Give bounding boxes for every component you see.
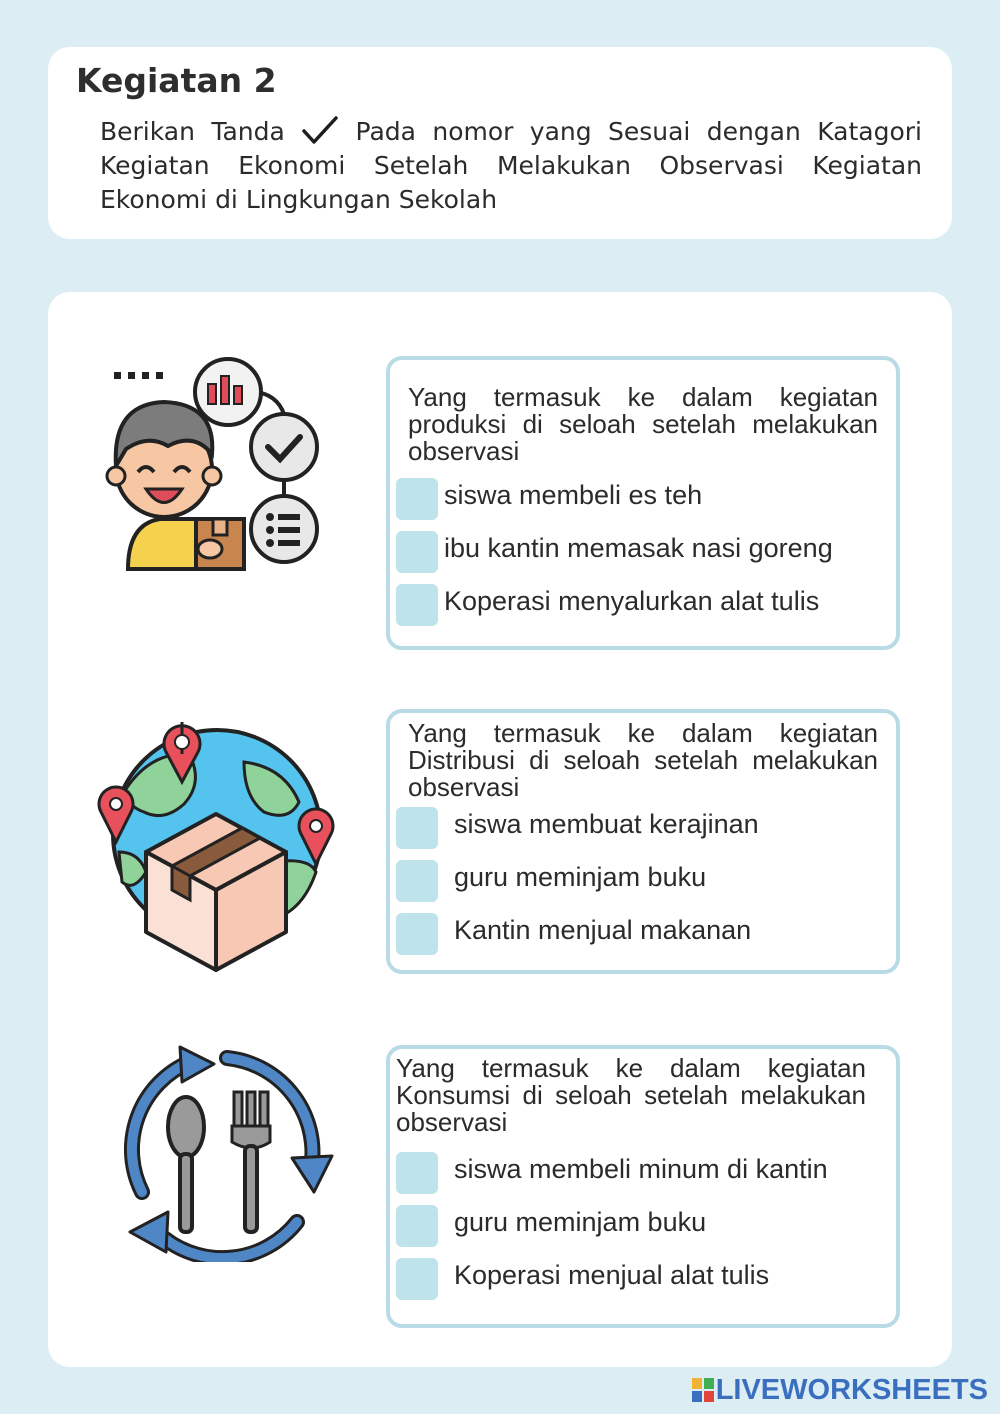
- option-label: siswa membeli minum di kantin: [454, 1154, 828, 1184]
- question-production: Yang termasuk ke dalam kegiatan produksi di seloah setelah melakukan observasi: [408, 382, 878, 466]
- instruction-text: [100, 115, 922, 217]
- answer-checkbox[interactable]: [396, 1152, 438, 1194]
- option-label: guru meminjam buku: [454, 1207, 707, 1237]
- instruction-lead: Berikan Tanda: [100, 117, 285, 146]
- answer-checkbox[interactable]: [396, 478, 438, 520]
- answer-checkbox[interactable]: [396, 1205, 438, 1247]
- answer-checkbox[interactable]: [396, 860, 438, 902]
- main-card: [48, 292, 952, 1367]
- production-worker-icon: [98, 354, 338, 584]
- answer-checkbox[interactable]: [396, 531, 438, 573]
- consumption-cutlery-icon: [102, 1042, 342, 1262]
- answer-checkbox[interactable]: [396, 1258, 438, 1300]
- option-label: Kantin menjual makanan: [454, 915, 752, 945]
- option-label: ibu kantin memasak nasi goreng: [444, 533, 833, 563]
- header-card: [48, 47, 952, 239]
- checkmark-icon: [301, 115, 339, 145]
- answer-checkbox[interactable]: [396, 807, 438, 849]
- question-distribution: Yang termasuk ke dalam kegiatan Distribusi di seloah setelah melakukan observasi: [408, 718, 878, 802]
- option-label: siswa membeli es teh: [444, 480, 703, 510]
- liveworksheets-brand: [692, 1374, 988, 1406]
- option-label: siswa membuat kerajinan: [454, 809, 759, 839]
- option-label: Koperasi menjual alat tulis: [454, 1260, 770, 1290]
- page-title: Kegiatan 2: [76, 61, 277, 100]
- option-label: guru meminjam buku: [454, 862, 707, 892]
- answer-checkbox[interactable]: [396, 584, 438, 626]
- option-label: Koperasi menyalurkan alat tulis: [444, 586, 820, 616]
- answer-checkbox[interactable]: [396, 913, 438, 955]
- distribution-globe-icon: [94, 712, 344, 982]
- instruction-rest: Pada nomor yang Sesuai dengan Katagori Kegiatan Ekonomi Setelah Melakukan Observasi Kegiatan Ekonomi di Lingkungan Sekolah: [100, 117, 922, 214]
- brand-name: LIVEWORKSHEETS: [715, 1373, 988, 1406]
- question-consumption: Yang termasuk ke dalam kegiatan Konsumsi di seloah setelah melakukan observasi: [396, 1053, 866, 1137]
- liveworksheets-logo-icon: [692, 1378, 714, 1402]
